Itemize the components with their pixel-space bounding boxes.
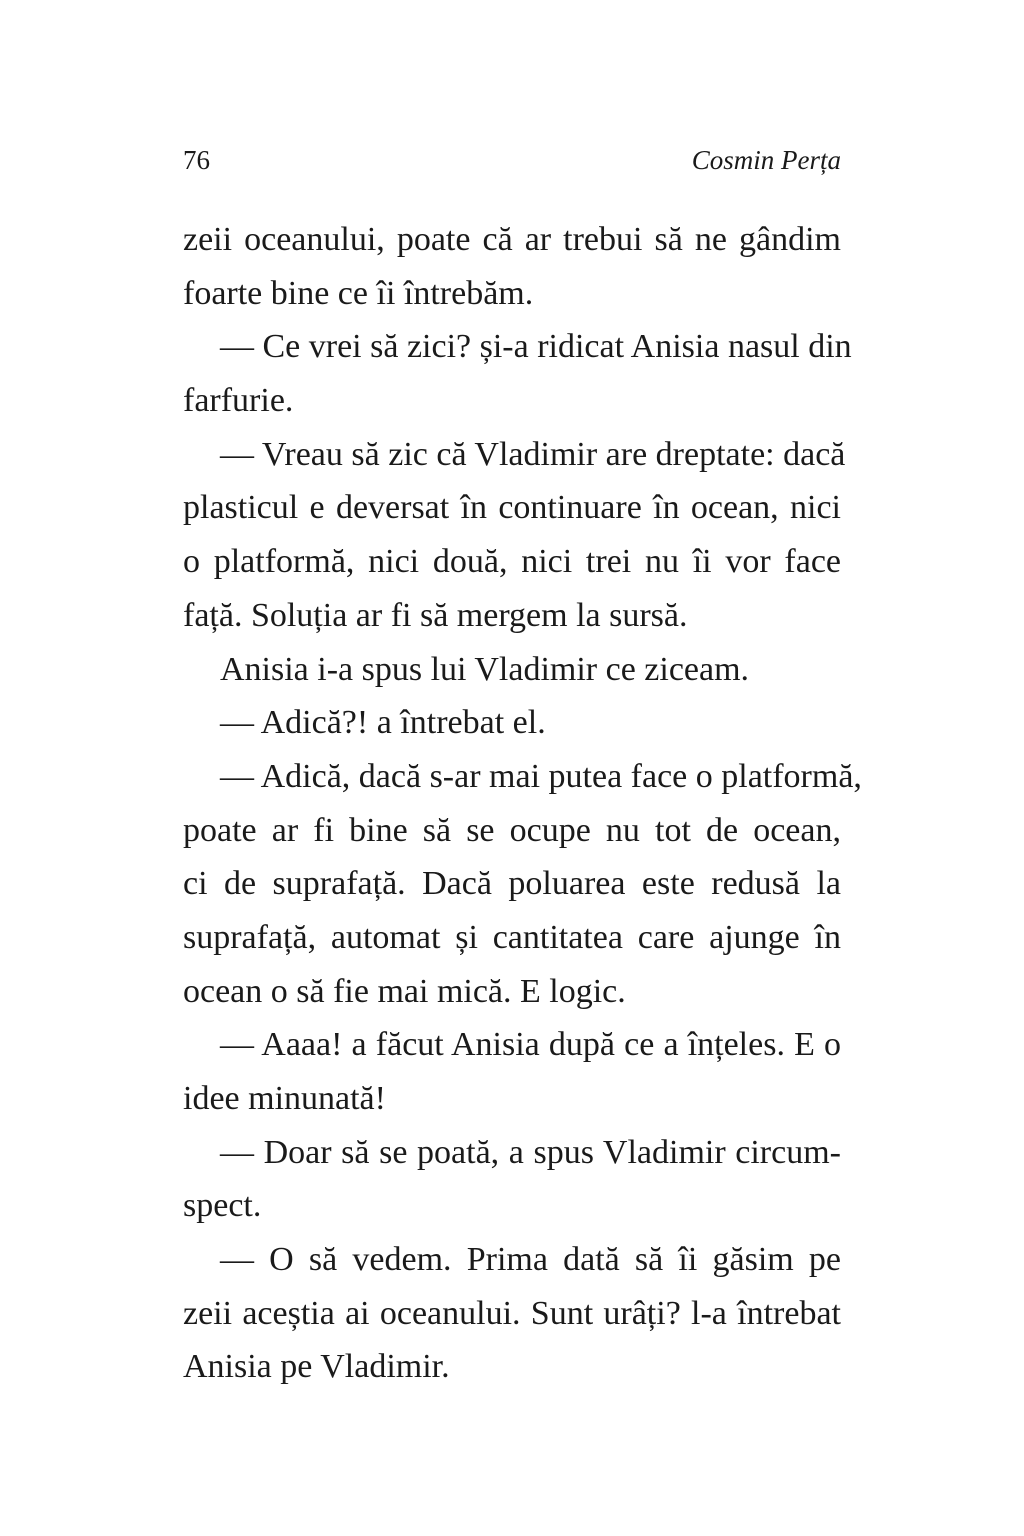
text-line: — Adică, dacă s-ar mai putea face o platformă, xyxy=(220,757,862,795)
text-line: poate ar fi bine să se ocupe nu tot de ocean, xyxy=(183,811,841,849)
text-line: plasticul e deversat în continuare în ocean, nici xyxy=(183,489,841,527)
text-line: zeii oceanului, poate că ar trebui să ne gândim xyxy=(183,221,841,258)
text-line: — Ce vrei să zici? și-a ridicat Anisia nasul din xyxy=(220,328,852,366)
text-line: foarte bine ce îi întrebăm. xyxy=(183,274,534,312)
text-line: Anisia pe Vladimir. xyxy=(183,1348,450,1386)
text-line: — Aaaa! a făcut Anisia după ce a înțeles. E o xyxy=(220,1026,841,1064)
text-line: farfurie. xyxy=(183,382,294,420)
text-line: ci de suprafață. Dacă poluarea este redusă la xyxy=(183,865,841,903)
text-line: spect. xyxy=(183,1187,262,1225)
body-text xyxy=(183,213,862,1394)
text-line: zeii aceștia ai oceanului. Sunt urâți? l-a întrebat xyxy=(183,1294,841,1332)
text-line: — Adică?! a întrebat el. xyxy=(220,704,546,742)
page-number: 76 xyxy=(183,145,210,175)
running-head-author: Cosmin Perța xyxy=(691,145,841,175)
text-line: ocean o să fie mai mică. E logic. xyxy=(183,972,626,1010)
text-line: Anisia i-a spus lui Vladimir ce ziceam. xyxy=(220,650,750,688)
text-line: față. Soluția ar fi să mergem la sursă. xyxy=(183,596,688,634)
text-line: — Vreau să zic că Vladimir are dreptate: dacă xyxy=(220,435,846,473)
text-line: — Doar să se poată, a spus Vladimir circum- xyxy=(220,1133,841,1171)
text-line: — O să vedem. Prima dată să îi găsim pe xyxy=(220,1241,841,1279)
text-line: suprafață, automat și cantitatea care ajunge în xyxy=(183,918,841,956)
text-line: idee minunată! xyxy=(183,1080,386,1117)
text-line: o platformă, nici două, nici trei nu îi vor face xyxy=(183,543,841,581)
